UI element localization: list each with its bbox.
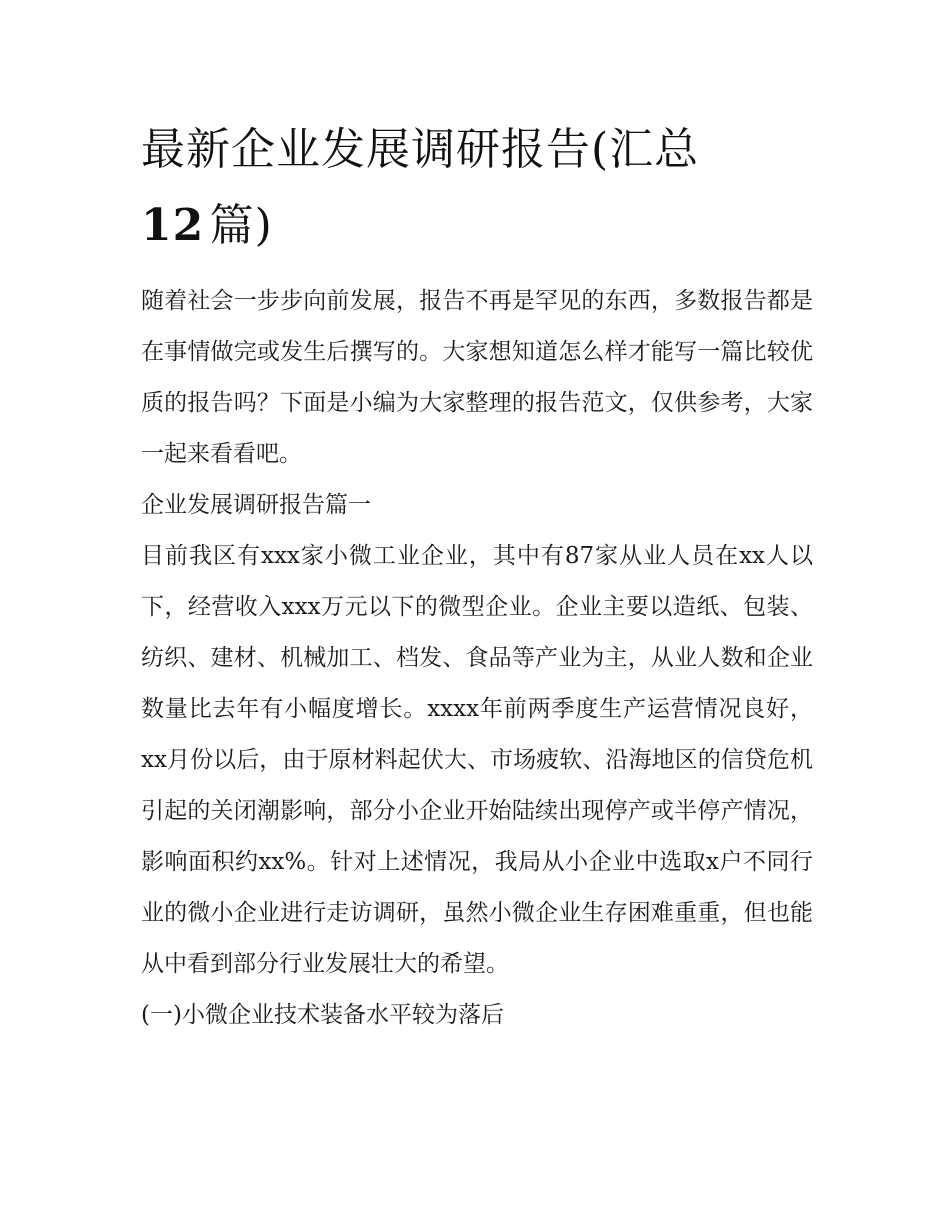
title-suffix: 篇) — [209, 200, 273, 251]
document-content — [141, 112, 813, 1041]
body-paragraph: 目前我区有xxx家小微工业企业，其中有87家从业人员在xx人以下，经营收入xxx万元以下的微型企业。企业主要以造纸、包装、纺织、建材、机械加工、档发、食品等产业为主，从业人数和企业数量比去年有小幅度增长。xxxx年前两季度生产运营情况良好，xx月份以后，由于原材料起伏大、市场疲软、沿海地区的信贷危机引起的关闭潮影响，部分小企业开始陆续出现停产或半停产情况，影响面积约xx%。针对上述情况，我局从小企业中选取x户不同行业的微小企业进行走访调研，虽然小微企业生存困难重重，但也能从中看到部分行业发展壮大的希望。 — [141, 543, 813, 977]
intro-paragraph: 随着社会一步步向前发展，报告不再是罕见的东西，多数报告都是在事情做完或发生后撰写的。大家想知道怎么样才能写一篇比较优质的报告吗？下面是小编为大家整理的报告范文，仅供参考，大家一起来看看吧。 — [141, 288, 813, 467]
title-line-1: 最新企业发展调研报告(汇总 — [141, 124, 700, 175]
document-title — [141, 112, 813, 264]
sub-heading: (一)小微企业技术装备水平较为落后 — [141, 1002, 504, 1028]
title-count: 12 — [141, 200, 205, 251]
section-heading: 企业发展调研报告篇一 — [141, 492, 371, 518]
